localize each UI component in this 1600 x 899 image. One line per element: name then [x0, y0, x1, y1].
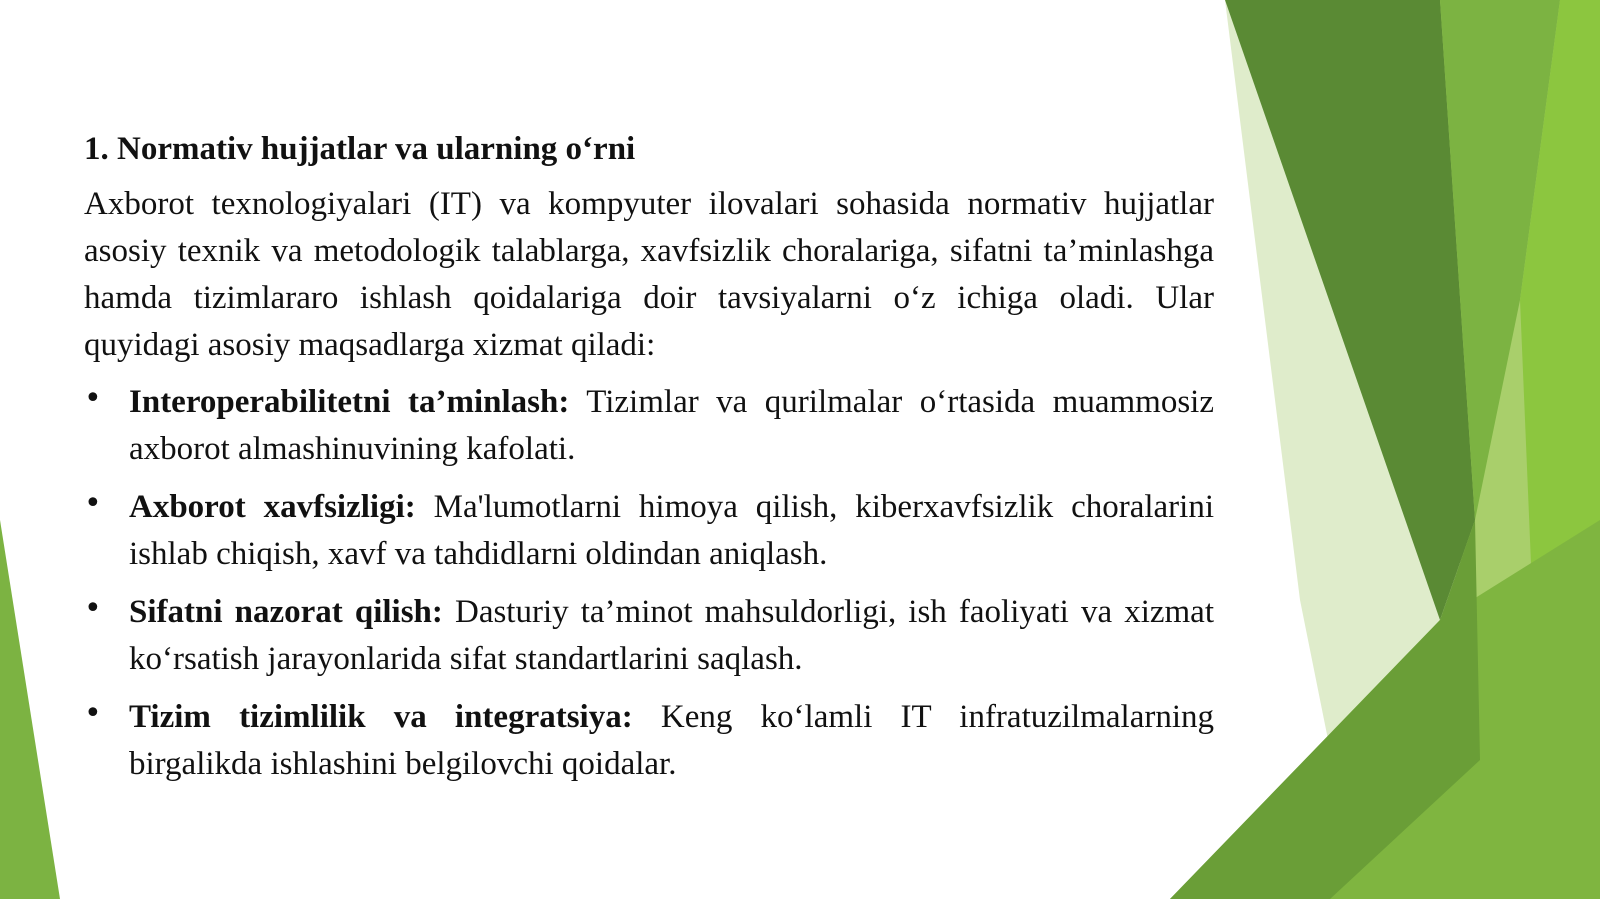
- intro-paragraph: Axborot texnologiyalari (IT) va kompyuter ilovalari sohasida normativ hujjatlar asosiy texnik va metodologik talablarga, xavfsizlik choralariga, sifatni ta’minlashga hamda tizimlararo ishlash qoidalariga doir tavsiyalarni o‘z ichiga oladi. Ular quyidagi asosiy maqsadlarga xizmat qiladi:: [84, 185, 1214, 363]
- bullet-item: [84, 379, 1214, 473]
- bullet-term: Tizim tizimlilik va integratsiya:: [129, 698, 633, 735]
- slide-content: [84, 128, 1214, 799]
- bullet-item: [84, 484, 1214, 578]
- bullet-item: [84, 694, 1214, 788]
- bullet-term: Sifatni nazorat qilish:: [129, 593, 443, 630]
- bullet-text: Keng ko‘lamli IT infratuzilmalarning birgalikda ishlashini belgilovchi qoidalar.: [129, 698, 1215, 782]
- left-green-sliver: [0, 520, 60, 899]
- bullet-text: Ma'lumotlarni himoya qilish, kiberxavfsizlik choralarini ishlab chiqish, xavf va tahdidlarni oldindan aniqlash.: [129, 488, 1214, 572]
- bullet-text: Dasturiy ta’minot mahsuldorligi, ish faoliyati va xizmat ko‘rsatish jarayonlarida sifat standartlarini saqlash.: [129, 593, 1214, 677]
- bullet-term: Axborot xavfsizligi:: [129, 488, 416, 525]
- bullet-dot: •: [84, 590, 102, 626]
- bullet-list: [84, 379, 1214, 788]
- bullet-dot: •: [84, 380, 102, 416]
- slide-heading: 1. Normativ hujjatlar va ularning o‘rni: [84, 131, 636, 167]
- bullet-term: Interoperabilitetni ta’minlash:: [129, 383, 570, 420]
- bullet-dot: •: [84, 485, 102, 521]
- bullet-item: [84, 589, 1214, 683]
- bullet-dot: •: [84, 695, 102, 731]
- bullet-text: Tizimlar va qurilmalar o‘rtasida muammosiz axborot almashinuvining kafolati.: [129, 383, 1214, 467]
